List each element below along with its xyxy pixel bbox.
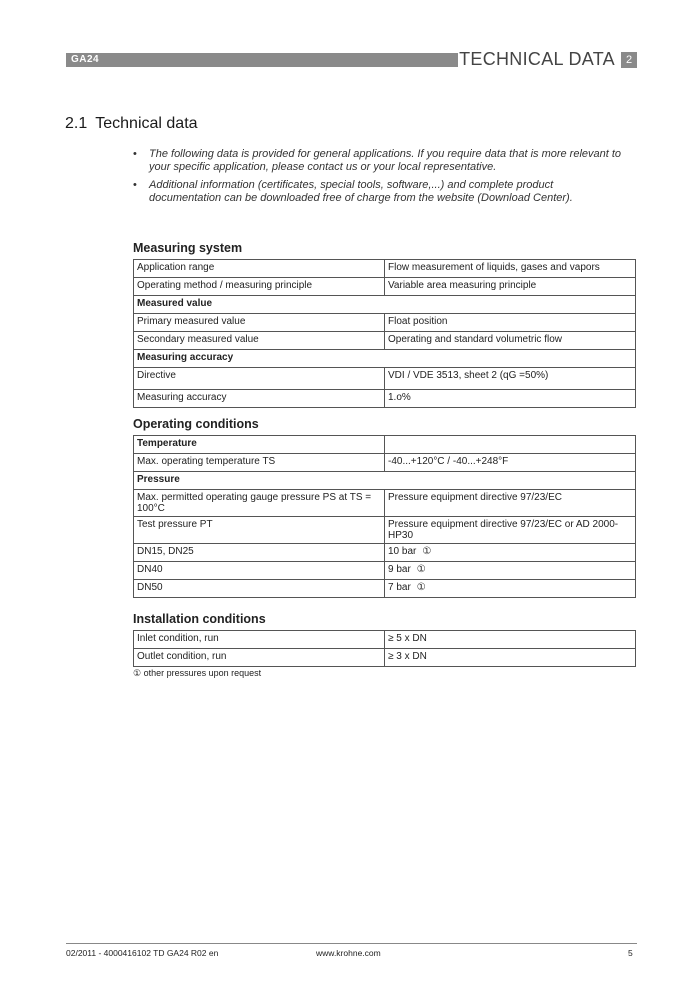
table-cell: Inlet condition, run [134, 631, 385, 649]
table-cell: DN15, DN25 [134, 544, 385, 562]
table-cell: ≥ 3 x DN [385, 649, 636, 667]
header-bar [66, 53, 458, 67]
table-row [134, 332, 636, 350]
table-cell: Application range [134, 260, 385, 278]
chapter-number: 2 [621, 52, 637, 68]
table-row [134, 562, 636, 580]
measuring-system-title: Measuring system [133, 241, 243, 255]
table-cell: Measuring accuracy [134, 390, 385, 408]
table-subheader-row [134, 296, 636, 314]
table-subheader-row [134, 472, 636, 490]
table-row [134, 314, 636, 332]
table-cell: VDI / VDE 3513, sheet 2 (qG =50%) [385, 368, 636, 390]
table-cell: Operating method / measuring principle [134, 278, 385, 296]
operating-conditions-table [133, 435, 636, 598]
table-row [134, 454, 636, 472]
bullet-item [133, 179, 623, 205]
installation-conditions-table [133, 630, 636, 667]
table-cell [385, 562, 636, 580]
table-row [134, 544, 636, 562]
footer-website: www.krohne.com [316, 948, 381, 958]
footer-doc-info: 02/2011 - 4000416102 TD GA24 R02 en [66, 948, 219, 958]
table-cell [385, 544, 636, 562]
table-cell: Variable area measuring principle [385, 278, 636, 296]
table-row [134, 631, 636, 649]
table-row [134, 580, 636, 598]
table-subheader: Measuring accuracy [134, 350, 636, 368]
header-title: TECHNICAL DATA [459, 49, 615, 69]
table-cell: Max. permitted operating gauge pressure PS at TS = 100°C [134, 490, 385, 517]
table-cell: Pressure equipment directive 97/23/EC or AD 2000-HP30 [385, 517, 636, 544]
table-cell: Flow measurement of liquids, gases and vapors [385, 260, 636, 278]
footnote-marker: ① [416, 582, 426, 593]
table-cell: Test pressure PT [134, 517, 385, 544]
intro-bullets [133, 148, 623, 210]
table-cell: Max. operating temperature TS [134, 454, 385, 472]
table-row [134, 390, 636, 408]
table-subheader: Temperature [134, 436, 385, 454]
header-doc-code: GA24 [71, 54, 100, 65]
table-cell: -40...+120°C / -40...+248°F [385, 454, 636, 472]
page-number: 5 [628, 948, 633, 958]
footnote-marker: ① [416, 564, 426, 575]
table-cell: Operating and standard volumetric flow [385, 332, 636, 350]
section-title: Technical data [95, 115, 198, 132]
table-cell: Primary measured value [134, 314, 385, 332]
bullet-text: Additional information (certificates, special tools, software,...) and complete product documentation can be downloaded free of charge from the website (Download Center). [149, 179, 573, 204]
table-row [134, 490, 636, 517]
table-cell [385, 436, 636, 454]
measuring-system-table [133, 259, 636, 408]
table-subheader-row [134, 350, 636, 368]
table-cell [385, 580, 636, 598]
table-cell: Pressure equipment directive 97/23/EC [385, 490, 636, 517]
table-cell: 1.o% [385, 390, 636, 408]
table-cell: Directive [134, 368, 385, 390]
pressure-value: 7 bar [388, 582, 411, 593]
section-heading [65, 115, 198, 133]
footnote-marker: ① [422, 546, 432, 557]
footer-divider [66, 943, 637, 944]
table-row [134, 260, 636, 278]
bullet-icon: • [133, 148, 137, 160]
bullet-text: The following data is provided for general applications. If you require data that is more relevant to your specific application, please contact us or your local representative. [149, 148, 622, 173]
table-subheader: Measured value [134, 296, 636, 314]
pressure-value: 10 bar [388, 546, 417, 557]
table-row [134, 278, 636, 296]
table-subheader: Pressure [134, 472, 636, 490]
table-cell: Float position [385, 314, 636, 332]
table-row [134, 368, 636, 390]
table-subheader-row [134, 436, 636, 454]
bullet-icon: • [133, 179, 137, 191]
table-row [134, 649, 636, 667]
page-header [66, 50, 637, 69]
table-cell: DN50 [134, 580, 385, 598]
table-cell: ≥ 5 x DN [385, 631, 636, 649]
installation-conditions-title: Installation conditions [133, 612, 266, 626]
table-cell: Secondary measured value [134, 332, 385, 350]
table-cell: Outlet condition, run [134, 649, 385, 667]
operating-conditions-title: Operating conditions [133, 417, 259, 431]
pressure-value: 9 bar [388, 564, 411, 575]
table-cell: DN40 [134, 562, 385, 580]
footnote: ① other pressures upon request [133, 668, 262, 678]
bullet-item [133, 148, 623, 174]
section-number: 2.1 [65, 115, 88, 132]
table-row [134, 517, 636, 544]
